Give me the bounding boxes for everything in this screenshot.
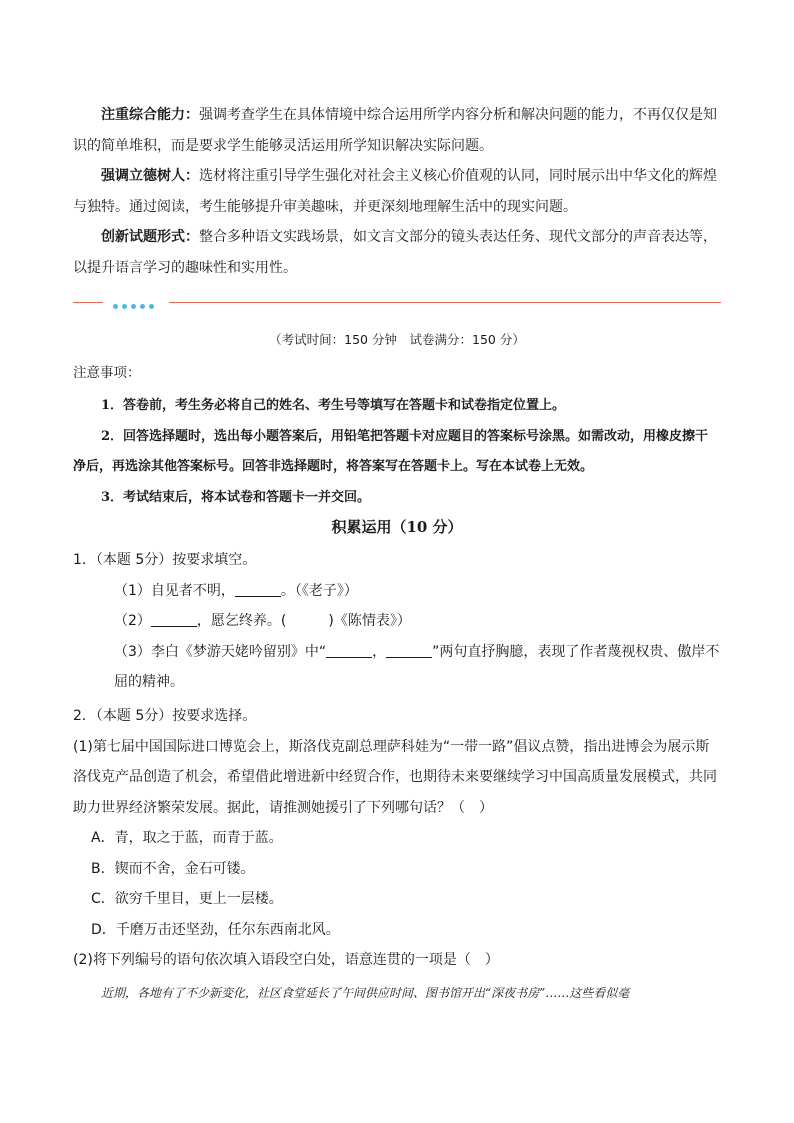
intro-paragraph (73, 222, 721, 283)
answer-blank (235, 582, 281, 597)
intro-label: 创新试题形式： (101, 229, 199, 245)
question-2 (73, 701, 721, 976)
notice-title: 注意事项： (73, 365, 141, 381)
question-stem: 1．（本题 5分）按要求填空。 (73, 552, 257, 568)
divider-line-right (169, 302, 721, 303)
intro-label: 注重综合能力： (101, 107, 199, 123)
divider-dot (113, 304, 118, 309)
section-title: 积累运用（10 分） (331, 518, 463, 536)
intro-paragraph (73, 100, 721, 161)
answer-blank (151, 612, 197, 627)
intro-text: 选材将注重引导学生强化对社会主义核心价值观的认同，同时展示出中华文化的辉煌与独特。通过阅读，考生能够提升审美趣味，并更深刻地理解生活中的现实问题。 (73, 168, 717, 215)
question-stem: 2．（本题 5分）按要求选择。 (73, 708, 257, 724)
notice-item: 1．答卷前，考生务必将自己的姓名、考生号等填写在答题卡和试卷指定位置上。 (101, 398, 566, 413)
question-item: （3）李白《梦游天姥吟留别》中“ ， ”两句直抒胸臆，表现了作者蔑视权贵、傲岸不屈的精神。 (114, 643, 720, 690)
question-item: （1）自见者不明， 。（《老子》） (114, 582, 358, 599)
question-sub-2: (2)将下列编号的语句依次填入语段空白处，语意连贯的一项是（ ） (73, 952, 499, 968)
intro-label: 强调立德树人： (101, 168, 199, 184)
answer-blank (386, 643, 432, 658)
answer-blank (326, 643, 372, 658)
notice-list (73, 391, 721, 513)
question-1 (73, 545, 721, 698)
option-a: A．青，取之于蓝，而青于蓝。 (91, 830, 283, 846)
exam-meta: （考试时间：150 分钟 试卷满分：150 分） (269, 332, 525, 347)
divider-dots (111, 297, 167, 309)
notice-item: 3．考试结束后，将本试卷和答题卡一并交回。 (101, 489, 371, 505)
intro-paragraph (73, 161, 721, 222)
option-c: C．欲穷千里目，更上一层楼。 (91, 891, 283, 907)
divider-dot (122, 304, 127, 309)
divider-line-left (73, 302, 103, 303)
intro-section (73, 100, 721, 283)
divider-dot (140, 304, 145, 309)
intro-text: 强调考查学生在具体情境中综合运用所学内容分析和解决问题的能力，不再仅仅是知识的简单堆积，而是要求学生能够灵活运用所学知识解决实际问题。 (73, 107, 717, 154)
divider-dot (149, 304, 154, 309)
intro-text: 整合多种语文实践场景，如文言文部分的镜头表达任务、现代文部分的声音表达等，以提升语言学习的趣味性和实用性。 (73, 229, 717, 276)
notice-item: 2．回答选择题时，选出每小题答案后，用铅笔把答题卡对应题目的答案标号涂黑。如需改动，用橡皮擦干净后，再选涂其他答案标号。回答非选择题时，将答案写在答题卡上。写在本试卷上无效。 (73, 428, 709, 474)
option-d: D．千磨万击还坚劲，任尔东西南北风。 (91, 921, 340, 938)
divider-dot (131, 304, 136, 309)
section-divider (73, 297, 721, 309)
question-item: （2） ，愿乞终养。( )《陈情表》） (114, 613, 411, 629)
passage-text: 近期，各地有了不少新变化，社区食堂延长了午间供应时间、图书馆开出“深夜书房”……这些看似毫 (101, 986, 630, 1000)
question-sub-1: (1)第七届中国国际进口博览会上，斯洛伐克副总理萨科娃为“一带一路”倡议点赞，指出进博会为展示斯洛伐克产品创造了机会，希望借此增进新中经贸合作，也期待未来要继续学习中国高质量发展模式，共同助力世界经济繁荣发展。据此，请推测她援引了下列哪句话？（ ） (73, 738, 717, 816)
option-b: B．锲而不舍，金石可镂。 (91, 860, 255, 877)
